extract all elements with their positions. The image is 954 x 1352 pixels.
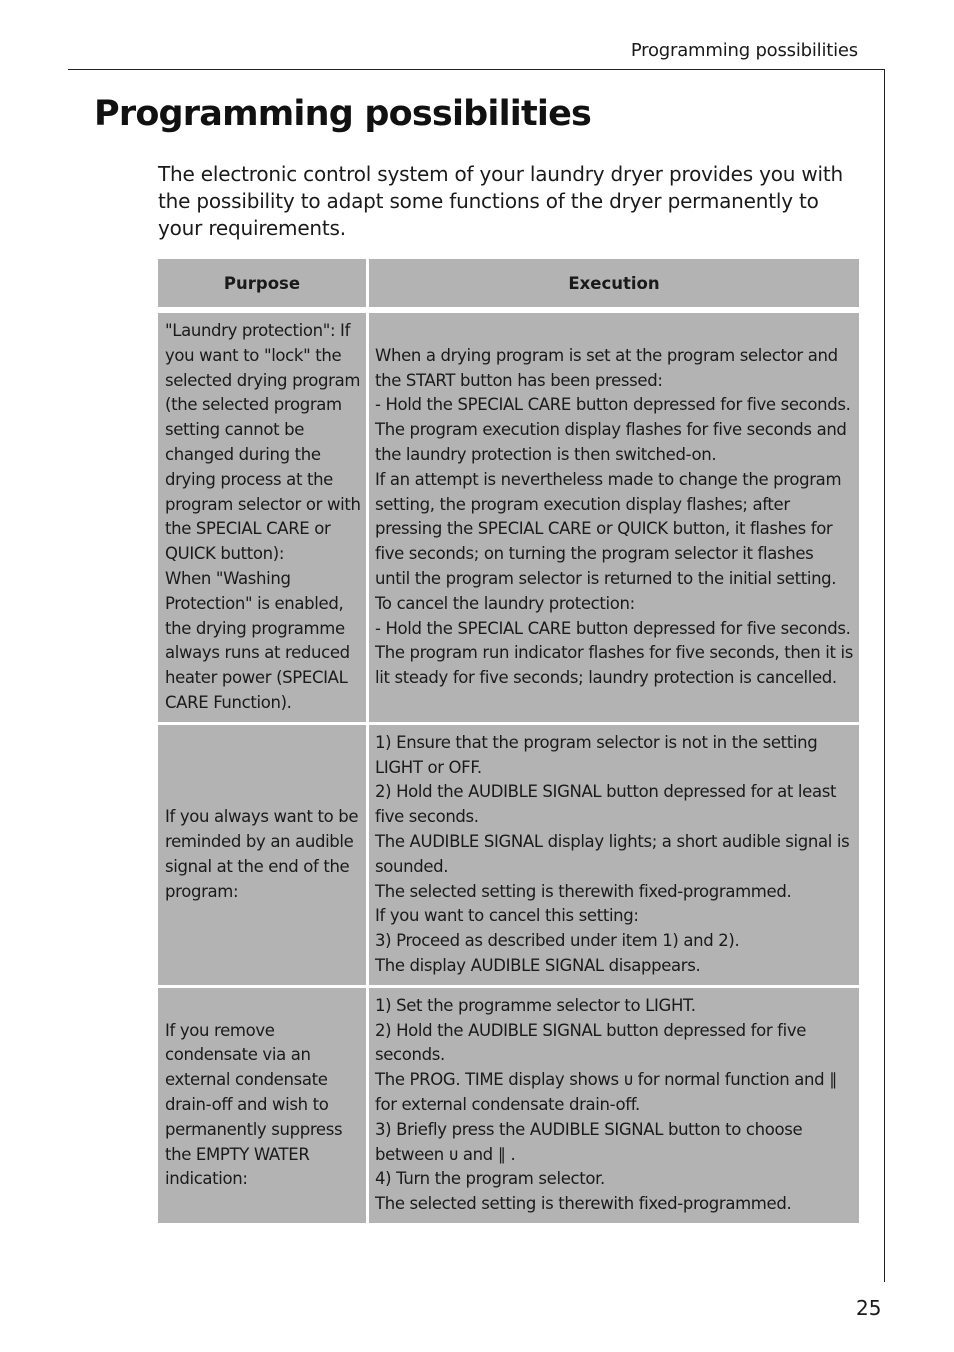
purpose-text: If you always want to be reminded by an audible signal at the end of the program:: [165, 807, 359, 901]
execution-step: If you want to cancel this setting:: [375, 906, 639, 926]
execution-step: The PROG. TIME display shows ᴜ for normal function and ∥ for external condensate drain-off.: [375, 1070, 838, 1114]
purpose-column-header: Purpose: [158, 259, 366, 307]
table-row: [158, 313, 859, 722]
execution-step: To cancel the laundry protection:: [375, 593, 635, 613]
execution-step: The program run indicator flashes for five seconds, then it is lit steady for five seconds; laundry protection is cancelled.: [375, 643, 853, 688]
execution-step: When a drying program is set at the program selector and the START button has been pressed:: [375, 345, 838, 390]
table-row: [158, 725, 859, 985]
execution-step: The selected setting is therewith fixed-programmed.: [375, 881, 792, 901]
execution-cell: [369, 725, 859, 985]
execution-step: If an attempt is nevertheless made to change the program setting, the program execution display flashes; after pressing the SPECIAL CARE or QUICK button, it flashes for five seconds; on turning the program selector it flashes until the program selector is returned to the initial setting.: [375, 469, 842, 588]
purpose-cell: [158, 988, 366, 1223]
execution-column-header: Execution: [369, 259, 859, 307]
execution-step: - Hold the SPECIAL CARE button depressed for five seconds.: [375, 618, 851, 638]
purpose-cell: [158, 313, 366, 722]
execution-step: The display AUDIBLE SIGNAL disappears.: [375, 955, 701, 975]
purpose-cell: [158, 725, 366, 985]
header-rule: [68, 69, 885, 70]
execution-step: The selected setting is therewith fixed-programmed.: [375, 1194, 792, 1214]
execution-step: 2) Hold the AUDIBLE SIGNAL button depressed for at least five seconds.: [375, 782, 837, 827]
execution-step: 1) Ensure that the program selector is not in the setting LIGHT or OFF.: [375, 732, 818, 777]
running-header: Programming possibilities: [630, 40, 858, 61]
page-title: Programming possibilities: [94, 94, 592, 134]
execution-step: 2) Hold the AUDIBLE SIGNAL button depressed for five seconds.: [375, 1020, 807, 1065]
margin-rule: [884, 69, 885, 1282]
table-row: [158, 988, 859, 1223]
execution-step: - Hold the SPECIAL CARE button depressed for five seconds.: [375, 395, 851, 415]
execution-step: 3) Briefly press the AUDIBLE SIGNAL button to choose between ᴜ and ∥ .: [375, 1119, 803, 1164]
execution-step: The program execution display flashes for five seconds and the laundry protection is then switched-on.: [375, 420, 847, 464]
execution-cell: [369, 988, 859, 1223]
table-header-row: [158, 259, 859, 307]
execution-step: 1) Set the programme selector to LIGHT.: [375, 995, 696, 1015]
purpose-text: When "Washing Protection" is enabled, the drying programme always runs at reduced heater power (SPECIAL CARE Function).: [165, 568, 350, 712]
execution-step: 4) Turn the program selector.: [375, 1169, 605, 1189]
page-number: 25: [856, 1296, 882, 1320]
execution-cell: [369, 313, 859, 722]
programming-table: [155, 256, 862, 1226]
execution-step: The AUDIBLE SIGNAL display lights; a short audible signal is sounded.: [375, 831, 850, 876]
execution-step: 3) Proceed as described under item 1) and 2).: [375, 931, 740, 951]
purpose-text: If you remove condensate via an external condensate drain-off and wish to permanently suppress the EMPTY WATER indication:: [165, 1020, 343, 1189]
purpose-text: "Laundry protection": If you want to "lock" the selected drying program (the selected program setting cannot be changed during the drying process at the program selector or with the SPECIAL CARE or QUICK button):: [165, 321, 361, 564]
intro-paragraph: The electronic control system of your laundry dryer provides you with the possibility to adapt some functions of the dryer permanently to your requirements.: [158, 162, 844, 240]
